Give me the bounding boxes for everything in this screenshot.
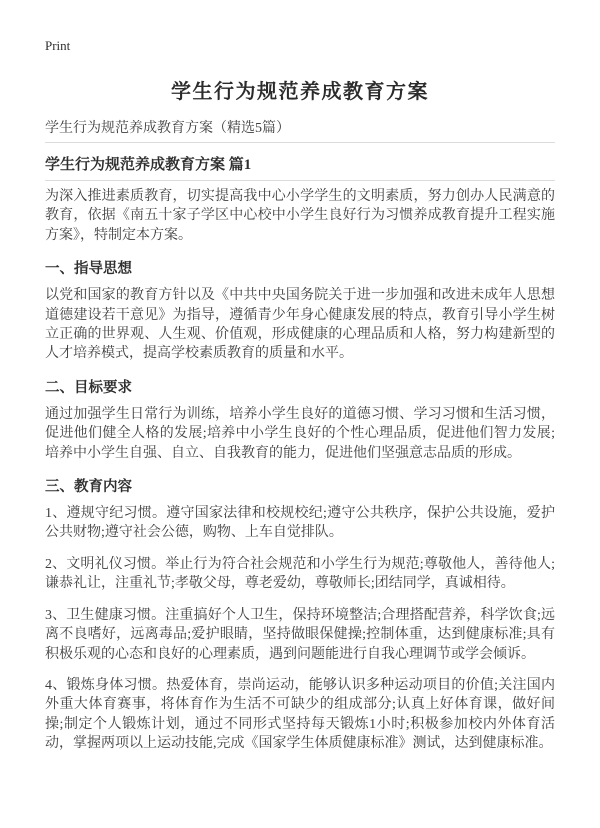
intro-paragraph: 为深入推进素质教育，切实提高我中心小学学生的文明素质，努力创办人民满意的教育，依据《南五十家子学区中心校中小学生良好行为习惯养成教育提升工程实施方案》，特制定本方案。 — [45, 189, 555, 243]
section-paragraph: 以党和国家的教育方针以及《中共中央国务院关于进一步加强和改进未成年人思想道德建设若干意见》为指导，遵循青少年身心健康发展的特点，教育引导小学生树立正确的世界观、人生观、价值观，形成健康的心理品质和人格，努力构建新型的人才培养模式，提高学校素质教育的质量和水平。 — [45, 288, 555, 362]
list-item-paragraph: 1、遵规守纪习惯。遵守国家法律和校规校纪;遵守公共秩序，保护公共设施，爱护公共财物;遵守社会公德，购物、上车自觉排队。 — [45, 506, 555, 541]
print-link[interactable]: Print — [45, 38, 71, 53]
list-item-paragraph: 2、文明礼仪习惯。举止行为符合社会规范和小学生行为规范;尊敬他人，善待他人;谦恭礼让，注重礼节;孝敬父母，尊老爱幼，尊敬师长;团结同学，真诚相待。 — [45, 556, 555, 592]
document-subtitle: 学生行为规范养成教育方案（精选5篇） — [45, 119, 555, 143]
list-item-paragraph: 3、卫生健康习惯。注重搞好个人卫生，保持环境整洁;合理搭配营养，科学饮食;远离不良嗜好，远离毒品;爱护眼睛，坚持做眼保健操;控制体重，达到健康标准;具有积极乐观的心态和良好的心理素质，遇到问题能进行自我心理调节或学会倾诉。 — [45, 607, 555, 662]
section-paragraph: 通过加强学生日常行为训练，培养小学生良好的道德习惯、学习习惯和生活习惯，促进他们健全人格的发展;培养中小学生良好的个性心理品质，促进他们智力发展;培养中小学生自强、自立、自我教育的能力，促进他们坚强意志品质的形成。 — [45, 406, 555, 461]
section-heading-guiding-ideology: 一、指导思想 — [45, 261, 132, 278]
section-heading-target-requirements: 二、目标要求 — [45, 379, 132, 396]
article-heading: 学生行为规范养成教育方案 篇1 — [45, 155, 555, 181]
list-item-paragraph: 4、锻炼身体习惯。热爱体育，崇尚运动，能够认识多种运动项目的价值;关注国内外重大体育赛事，将体育作为生活不可缺少的组成部分;认真上好体育课，做好间操;制定个人锻炼计划，通过不同形式坚持每天锻炼1小时;积极参加校内外体育活动，掌握两项以上运动技能,完成《国家学生体质健康标准》测试，达到健康标准。 — [45, 677, 555, 752]
document-title: 学生行为规范养成教育方案 — [171, 81, 429, 103]
section-heading-education-content: 三、教育内容 — [45, 479, 132, 496]
